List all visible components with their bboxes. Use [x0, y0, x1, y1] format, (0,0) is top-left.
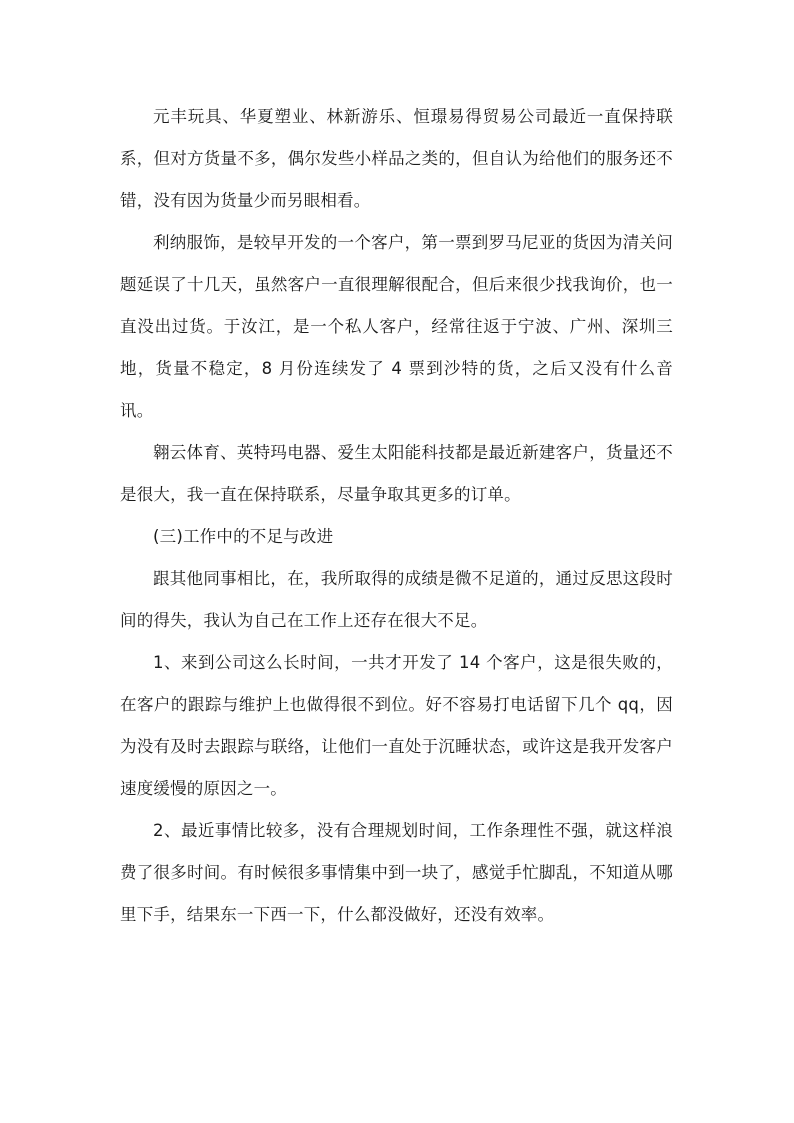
document-page — [120, 96, 673, 936]
paragraph-point-1: 1、来到公司这么长时间，一共才开发了 14 个客户，这是很失败的，在客户的跟踪与维护上也做得很不到位。好不容易打电话留下几个 qq，因为没有及时去跟踪与联络，让他们一直处于沉睡状态，或许这是我开发客户速度缓慢的原因之一。 — [120, 653, 673, 798]
paragraph-clients-contact: 元丰玩具、华夏塑业、林新游乐、恒璟易得贸易公司最近一直保持联系，但对方货量不多，偶尔发些小样品之类的，但自认为给他们的服务还不错，没有因为货量少而另眼相看。 — [120, 107, 673, 210]
paragraph-new-clients: 翱云体育、英特玛电器、爱生太阳能科技都是最近新建客户，货量还不是很大，我一直在保持联系，尽量争取其更多的订单。 — [120, 443, 673, 504]
paragraph-point-2: 2、最近事情比较多，没有合理规划时间，工作条理性不强，就这样浪费了很多时间。有时候很多事情集中到一块了，感觉手忙脚乱，不知道从哪里下手，结果东一下西一下，什么都没做好，还没有效率。 — [120, 821, 673, 924]
section-heading-shortcomings: (三)工作中的不足与改进 — [153, 527, 334, 546]
paragraph-self-reflection: 跟其他同事相比，在，我所取得的成绩是微不足道的，通过反思这段时间的得失，我认为自己在工作上还存在很大不足。 — [120, 569, 673, 630]
paragraph-clients-linas: 利纳服饰，是较早开发的一个客户，第一票到罗马尼亚的货因为清关问题延误了十几天，虽然客户一直很理解很配合，但后来很少找我询价，也一直没出过货。于汝江，是一个私人客户，经常往返于宁波、广州、深圳三地，货量不稳定，8 月份连续发了 4 票到沙特的货，之后又没有什么音讯。 — [120, 233, 673, 420]
